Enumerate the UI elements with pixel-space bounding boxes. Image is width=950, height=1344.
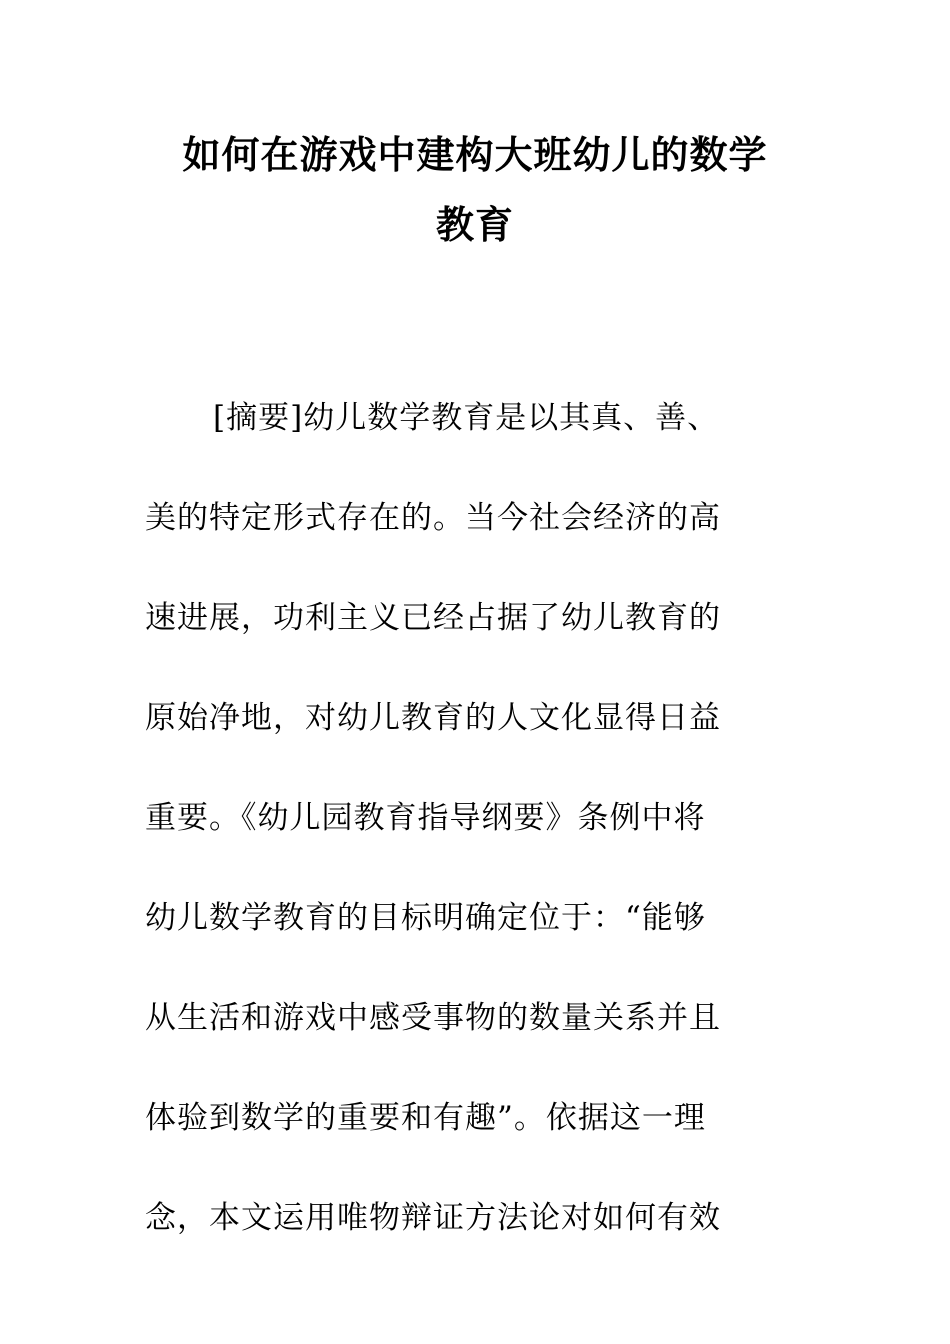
document-title — [145, 120, 805, 260]
abstract-line-1: [摘要]幼儿数学教育是以其真、善、 — [213, 400, 720, 436]
title-line-2: 教育 — [435, 203, 514, 247]
abstract-line-5: 重要。《幼儿园教育指导纲要》条例中将 — [145, 800, 706, 836]
abstract-line-9: 念，本文运用唯物辩证方法论对如何有效 — [145, 1200, 721, 1236]
abstract-paragraph — [145, 368, 785, 1268]
abstract-line-2: 美的特定形式存在的。当今社会经济的高 — [145, 500, 721, 536]
abstract-line-8: 体验到数学的重要和有趣”。依据这一理 — [145, 1100, 706, 1136]
abstract-line-4: 原始净地，对幼儿教育的人文化显得日益 — [145, 700, 721, 736]
abstract-line-7: 从生活和游戏中感受事物的数量关系并且 — [145, 1000, 721, 1036]
title-line-1: 如何在游戏中建构大班幼儿的数学 — [182, 133, 768, 177]
abstract-line-6: 幼儿数学教育的目标明确定位于：“能够 — [145, 900, 706, 936]
abstract-line-3: 速进展，功利主义已经占据了幼儿教育的 — [145, 600, 721, 636]
